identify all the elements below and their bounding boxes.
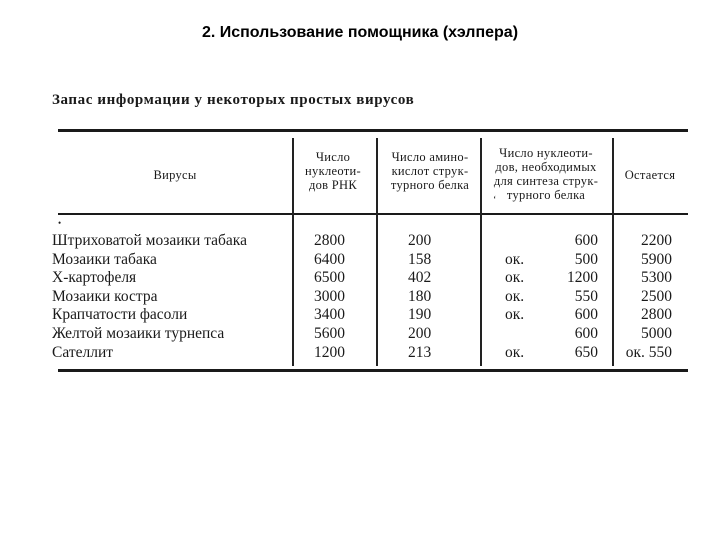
nucleotides-cell: 2800 <box>314 232 345 249</box>
needed-cell: 600 <box>574 306 598 324</box>
remaining-cell: 5300 <box>641 269 672 287</box>
approx-prefix-cell: ок. <box>505 343 525 361</box>
aminoacids-cell: 200 <box>408 232 432 249</box>
remaining-cell: 2200 <box>641 232 672 249</box>
header-line: турного белка <box>390 178 470 192</box>
approx-prefix-cell: ок. <box>505 287 525 305</box>
needed-cell: 1200 <box>567 269 598 287</box>
needed-cell: 650 <box>574 343 598 361</box>
needed-cell: 550 <box>574 287 598 305</box>
header-rule <box>58 213 688 215</box>
virus-name-cell: Мозаики костра <box>52 287 158 305</box>
scanned-table <box>52 92 688 382</box>
header-line: Число <box>315 150 351 164</box>
nucleotides-cell: 5600 <box>314 325 345 342</box>
table-caption: Запас информации у некоторых простых вирусов <box>52 92 415 108</box>
remaining-cell: 2500 <box>641 287 672 305</box>
aminoacids-cell: 200 <box>408 325 432 342</box>
aminoacids-cell: 402 <box>408 269 432 287</box>
header-line: дов РНК <box>308 178 358 192</box>
virus-name-cell: Желтой мозаики турнепса <box>52 325 225 342</box>
nucleotides-cell: 6400 <box>314 250 345 268</box>
bottom-rule <box>58 369 688 372</box>
nucleotides-cell: 3000 <box>314 287 345 305</box>
header-aminoacids <box>378 150 482 192</box>
approx-prefix-cell: ок. <box>505 269 525 287</box>
header-line: для синтеза струк- <box>493 174 599 188</box>
table-row <box>52 269 688 287</box>
header-remaining: Остается <box>624 168 676 182</box>
header-line: кислот струк- <box>391 164 469 178</box>
table-row <box>52 325 688 343</box>
needed-cell: 600 <box>574 325 598 342</box>
header-needed <box>482 146 610 202</box>
needed-cell: 500 <box>574 250 598 268</box>
remaining-cell: 5000 <box>641 325 672 342</box>
header-line: дов, необходимых <box>495 160 597 174</box>
page-title: 2. Использование помощника (хэлпера) <box>201 24 519 41</box>
table-row <box>52 251 688 269</box>
header-line: Число нуклеоти- <box>499 146 593 160</box>
remaining-cell: ок. 550 <box>625 343 672 361</box>
aminoacids-cell: 213 <box>408 343 432 361</box>
scan-speck: ʻ <box>493 195 497 206</box>
header-nucleotides <box>292 150 374 192</box>
needed-cell: 600 <box>574 232 598 249</box>
virus-name-cell: Мозаики табака <box>52 250 157 268</box>
header-line: нуклеоти- <box>305 164 361 178</box>
table-row <box>52 344 688 362</box>
header-line: турного белка <box>506 188 586 202</box>
approx-prefix-cell: ок. <box>505 306 525 324</box>
header-line: Число амино- <box>391 150 469 164</box>
top-rule <box>58 129 688 132</box>
aminoacids-cell: 190 <box>408 306 432 324</box>
table-row <box>52 232 688 250</box>
virus-name-cell: Х-картофеля <box>52 269 137 287</box>
virus-name-cell: Крапчатости фасоли <box>52 306 188 324</box>
remaining-cell: 5900 <box>641 250 672 268</box>
nucleotides-cell: 3400 <box>314 306 345 324</box>
table-row <box>52 306 688 324</box>
nucleotides-cell: 6500 <box>314 269 345 287</box>
virus-name-cell: Сателлит <box>52 343 114 361</box>
nucleotides-cell: 1200 <box>314 343 345 361</box>
header-viruses: Вирусы <box>153 168 197 182</box>
aminoacids-cell: 180 <box>408 287 432 305</box>
remaining-cell: 2800 <box>641 306 672 324</box>
aminoacids-cell: 158 <box>408 250 432 268</box>
scan-speck: • <box>58 218 62 228</box>
approx-prefix-cell: ок. <box>505 250 525 268</box>
table-row <box>52 288 688 306</box>
virus-name-cell: Штриховатой мозаики табака <box>52 232 247 249</box>
